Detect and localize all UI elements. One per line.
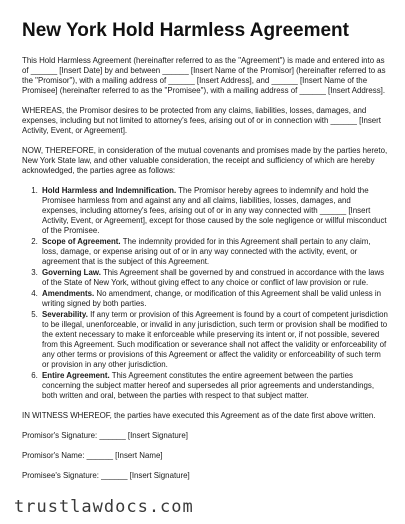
clause-heading: Entire Agreement. xyxy=(42,371,110,380)
intro-paragraph: This Hold Harmless Agreement (hereinafter referred to as the "Agreement") is made and entered into as of ______ [Insert Date] by and between ______ [Insert Name of the Promisor] (hereinafter referred to as the "Promisor"), with a mailing address of ______ [Insert Address], and ______ [Insert Name of the Promisee] (hereinafter referred to as the "Promisee"), with a mailing address of ______ [Insert Address]. xyxy=(22,56,386,95)
clause-list xyxy=(22,186,388,401)
clause-severability xyxy=(40,310,388,370)
clause-text: This Agreement shall be governed by and construed in accordance with the laws of the State of New York, without giving effect to any choice or conflict of law provision or rule. xyxy=(42,268,385,287)
clause-text: If any term or provision of this Agreement is found by a court of competent jurisdiction to be illegal, unenforceable, or invalid in any jurisdiction, such term or provision shall be modified to the extent necessary to make it enforceable while preserving its intent or, if not possible, severed from this Agreement. Such modification or severance shall not affect the validity or enforceability of any other terms or provisions of this Agreement or affect the validity or enforceability of such term or provision in any other jurisdiction. xyxy=(42,310,388,369)
clause-scope xyxy=(40,237,388,267)
clause-governing-law xyxy=(40,268,388,288)
clause-text: The indemnity provided for in this Agreement shall pertain to any claim, loss, damage, or expense arising out of or in any way connected with the activity, event, or agreement that is the subject of this Agreement. xyxy=(42,237,371,266)
clause-heading: Amendments. xyxy=(42,289,95,298)
clause-text: This Agreement constitutes the entire agreement between the parties concerning the subject matter hereof and supersedes all prior agreements and understandings, both written and oral, between the parties with respect to that subject matter. xyxy=(42,371,375,400)
clause-amendments xyxy=(40,289,388,309)
clause-heading: Scope of Agreement. xyxy=(42,237,121,246)
site-watermark: trustlawdocs.com xyxy=(14,497,194,517)
clause-text: No amendment, change, or modification of this Agreement shall be valid unless in writing signed by both parties. xyxy=(42,289,382,308)
promisee-signature-line: Promisee's Signature: ______ [Insert Signature] xyxy=(22,471,190,480)
promisor-signature-line: Promisor's Signature: ______ [Insert Signature] xyxy=(22,431,188,440)
clause-entire-agreement xyxy=(40,371,388,401)
document-title: New York Hold Harmless Agreement xyxy=(22,20,349,41)
witness-paragraph: IN WITNESS WHEREOF, the parties have executed this Agreement as of the date first above written. xyxy=(22,411,376,420)
now-therefore-paragraph: NOW, THEREFORE, in consideration of the mutual covenants and promises made by the parties hereto, New York State law, and other valuable consideration, the receipt and sufficiency of which are hereby acknowledged, the parties agree as follows: xyxy=(22,146,388,175)
document-body xyxy=(22,20,388,491)
clause-hold-harmless xyxy=(40,186,388,236)
clause-heading: Hold Harmless and Indemnification. xyxy=(42,186,177,195)
clause-heading: Severability. xyxy=(42,310,88,319)
promisor-name-line: Promisor's Name: ______ [Insert Name] xyxy=(22,451,163,460)
whereas-paragraph: WHEREAS, the Promisor desires to be protected from any claims, liabilities, losses, damages, and expenses, including but not limited to attorney's fees, arising out of or in connection with ______ [Insert Activity, Event, or Agreement]. xyxy=(22,106,381,135)
clause-heading: Governing Law. xyxy=(42,268,101,277)
clause-text: The Promisor hereby agrees to indemnify and hold the Promisee harmless from and against any and all claims, liabilities, losses, damages, and expenses, including attorney's fees, arising out of or in any way connected with ______ [Insert Activity, Event, or Agreement], except for those caused by the sole negligence or willful misconduct of the Promisee. xyxy=(42,186,387,235)
